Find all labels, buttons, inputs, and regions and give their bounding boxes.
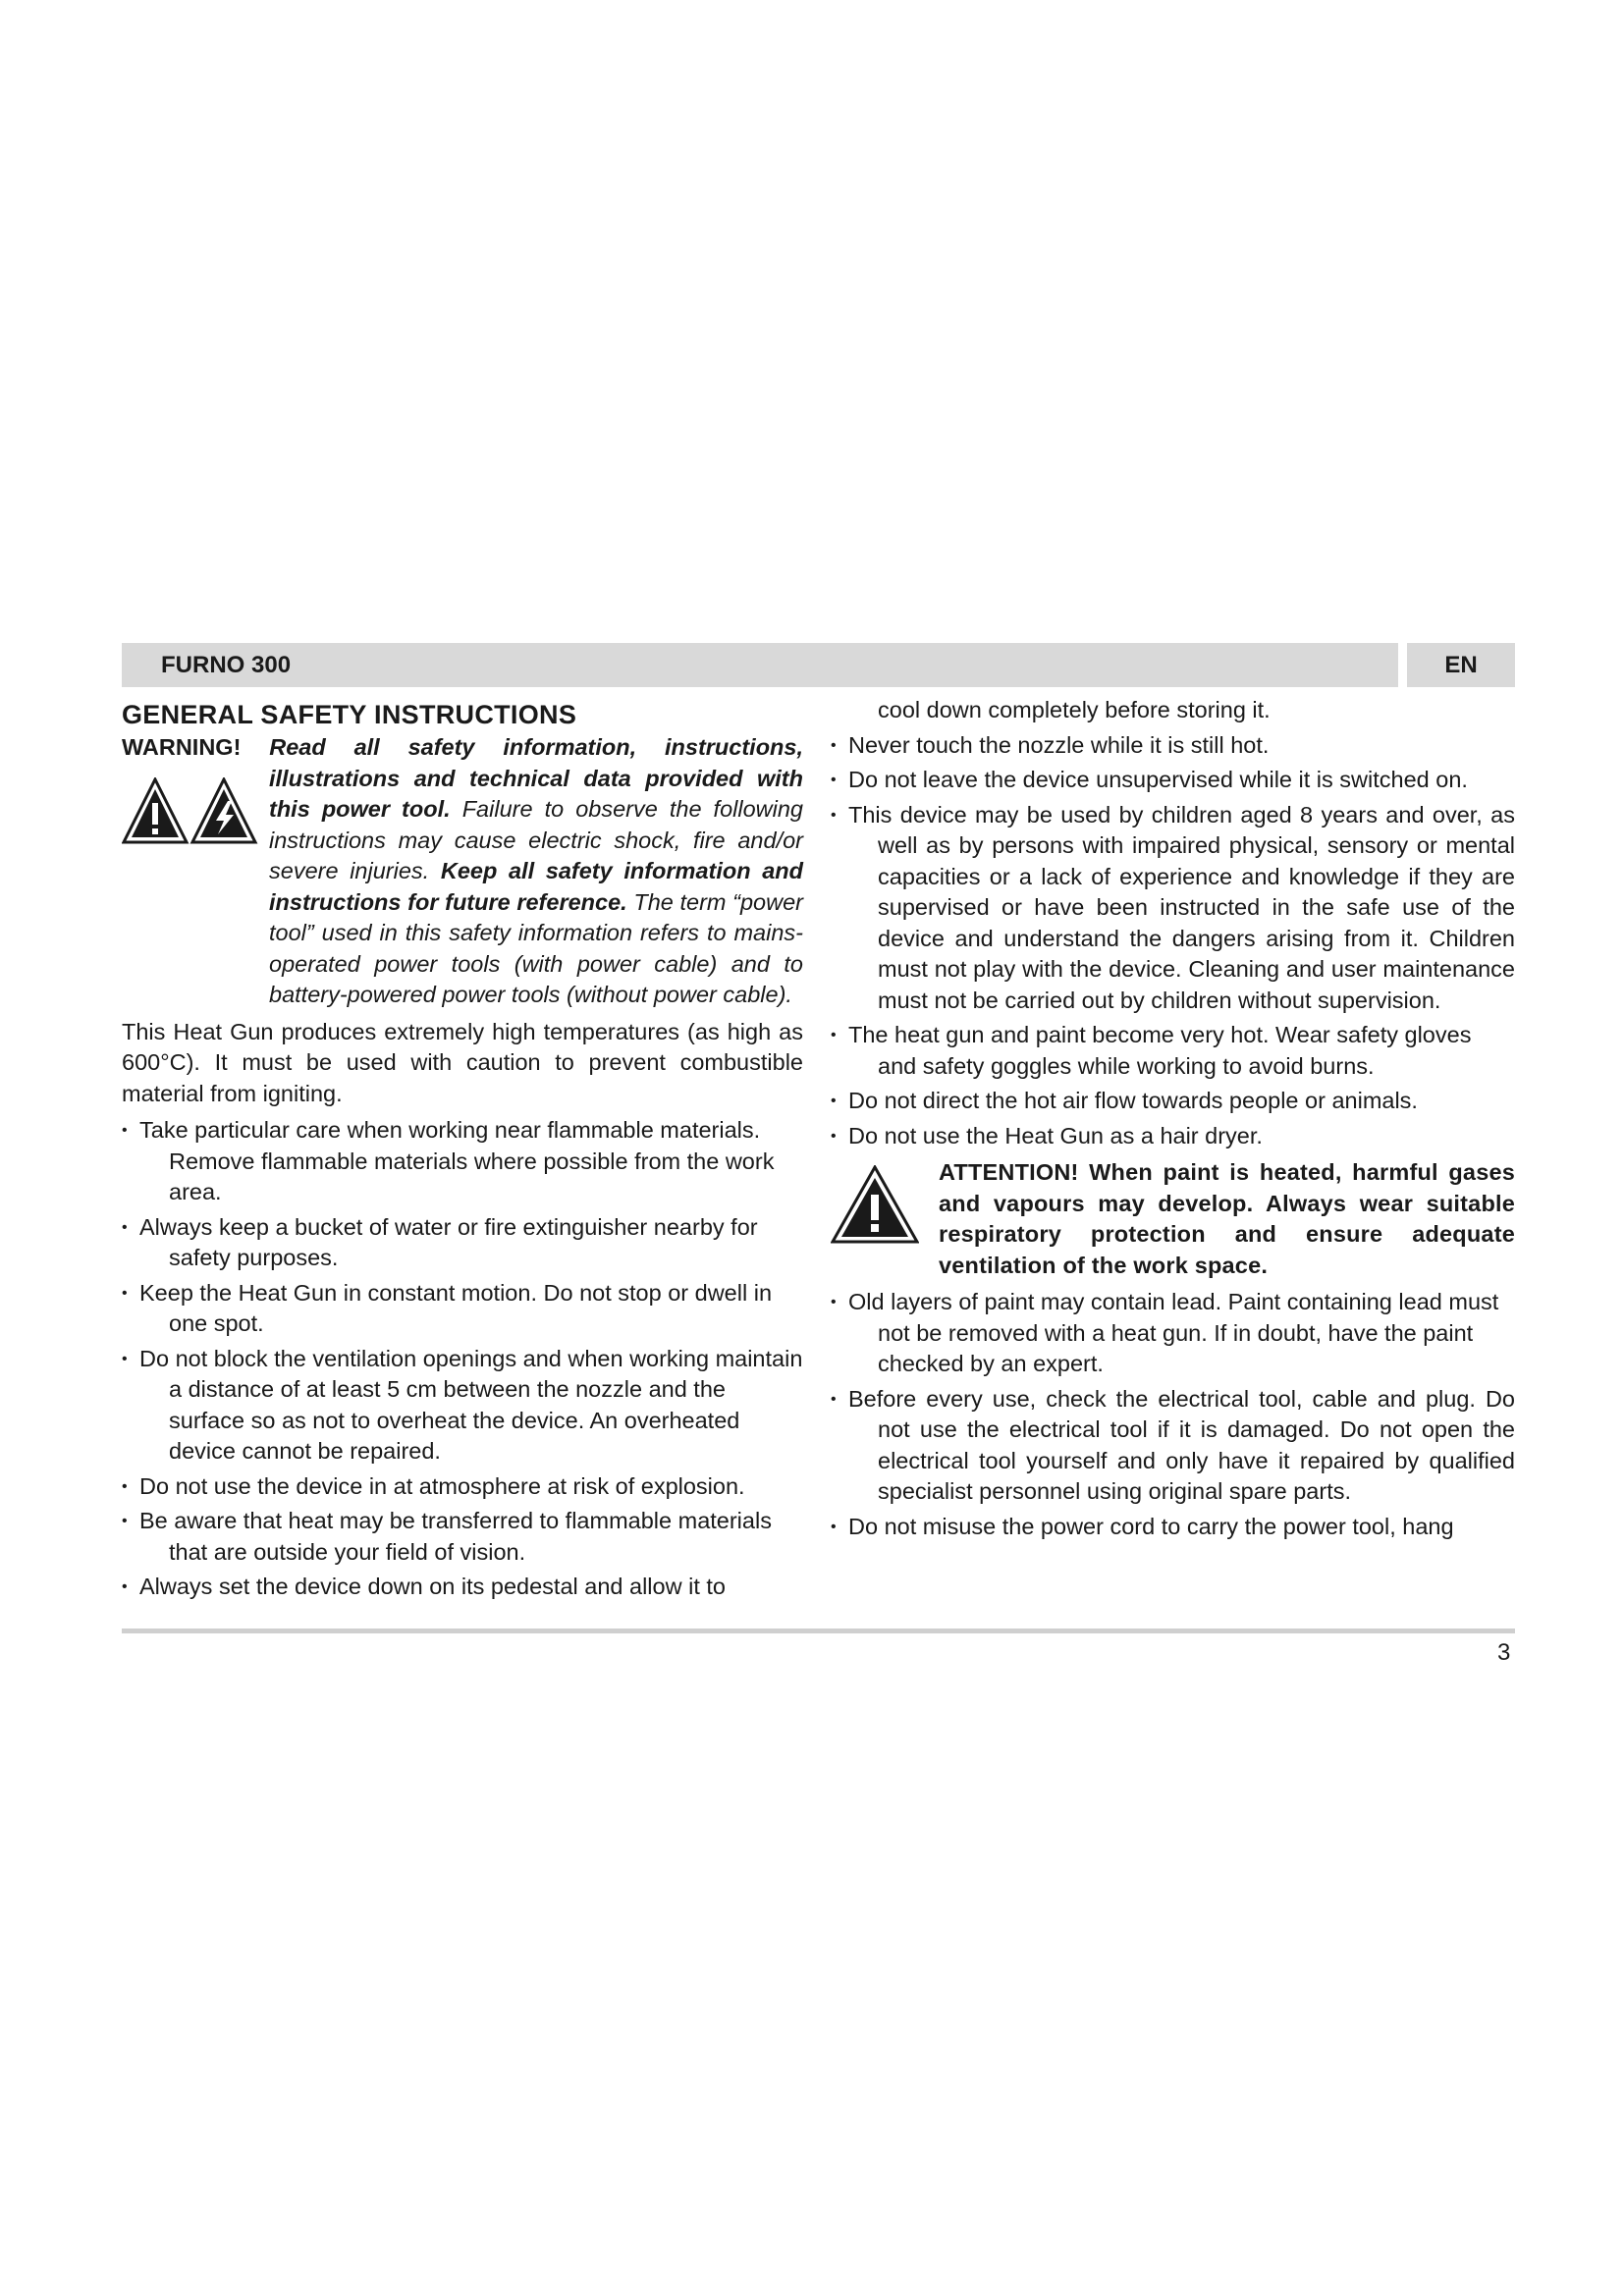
list-item: • Do not direct the hot air flow towards people or animals. [831,1086,1515,1117]
left-column [122,695,803,1607]
footer-rule [122,1629,1515,1633]
warning-italic-1: Failure to observe the following instructions may cause electric shock, fire and/or severe injuries. [269,796,803,883]
list-item: • Always keep a bucket of water or fire extinguisher nearby for safety purposes. [122,1212,803,1274]
left-bullet-list [122,1115,803,1603]
list-item: • Old layers of paint may contain lead. Paint containing lead must not be removed with a heat gun. If in doubt, have the paint checked by an expert. [831,1287,1515,1380]
list-item: • This device may be used by children aged 8 years and over, as well as by persons with impaired physical, sensory or mental capacities or a lack of experience and knowledge if they are supervised or have been instructed in the safe use of the device and understand the dangers arising from it. Children must not play with the device. Cleaning and user maintenance must not be carried out by children without supervision. [831,800,1515,1017]
right-bullet-list-b [831,1287,1515,1542]
warning-block [122,764,803,1011]
section-title: GENERAL SAFETY INSTRUCTIONS [122,700,577,729]
model-name: FURNO 300 [161,652,292,678]
list-item: • Do not use the Heat Gun as a hair dryer. [831,1121,1515,1152]
electric-shock-icon [192,779,255,842]
right-bullet-list-a [831,730,1515,1152]
warning-label: WARNING! [122,734,242,760]
list-item: • Do not leave the device unsupervised while it is switched on. [831,765,1515,796]
language-tag-bar [1407,643,1515,687]
warning-italic-2: The term “power tool” used in this safety information refers to mains-operated power tools (with power cable) and to battery-powered power tools (without power cable). [269,888,803,1007]
list-item: • Be aware that heat may be transferred to flammable materials that are outside your field of vision. [122,1506,803,1568]
intro-paragraph: This Heat Gun produces extremely high temperatures (as high as 600°C). It must be used with caution to prevent combustible material from igniting. [122,1018,803,1106]
attention-block [831,1157,1515,1281]
list-item: • Always set the device down on its pedestal and allow it to [122,1572,803,1603]
attention-text: ATTENTION! When paint is heated, harmful gases and vapours may develop. Always wear suitable respiratory protection and ensure adequate ventilation of the work space. [939,1159,1515,1278]
warning-first-line [122,732,803,764]
exclamation-triangle-icon [124,779,187,842]
exclamation-triangle-icon [831,1165,919,1244]
language-tag: EN [1444,652,1478,678]
warning-bold-rest: illustrations and technical data provided with this power tool. [269,765,803,822]
list-item: • The heat gun and paint become very hot. Wear safety gloves and safety goggles while working to avoid burns. [831,1020,1515,1082]
list-item: • Do not misuse the power cord to carry the power tool, hang [831,1512,1515,1543]
continued-text: cool down completely before storing it. [878,697,1271,722]
header-bar [122,643,1398,687]
list-item: • Do not block the ventilation openings and when working maintain a distance of at least 5 cm between the nozzle and the surface so as not to overheat the device. An overheated device cannot be repaired. [122,1344,803,1468]
warning-triangle-icons [122,777,259,846]
list-item: • Never touch the nozzle while it is still hot. [831,730,1515,762]
list-item: • Keep the Heat Gun in constant motion. Do not stop or dwell in one spot. [122,1278,803,1340]
right-column [831,695,1515,1546]
list-item: • Do not use the device in at atmosphere at risk of explosion. [122,1471,803,1503]
page-number: 3 [1497,1639,1511,1666]
warning-line1: Read all safety information, instructions, [269,734,803,760]
list-item: • Before every use, check the electrical tool, cable and plug. Do not use the electrical tool if it is damaged. Do not open the electrical tool yourself and only have it repaired by qualified specialist personnel using original spare parts. [831,1384,1515,1508]
list-item: • Take particular care when working near flammable materials. Remove flammable materials where possible from the work area. [122,1115,803,1208]
warning-bold-2: Keep all safety information and instructions for future reference. [269,858,804,915]
